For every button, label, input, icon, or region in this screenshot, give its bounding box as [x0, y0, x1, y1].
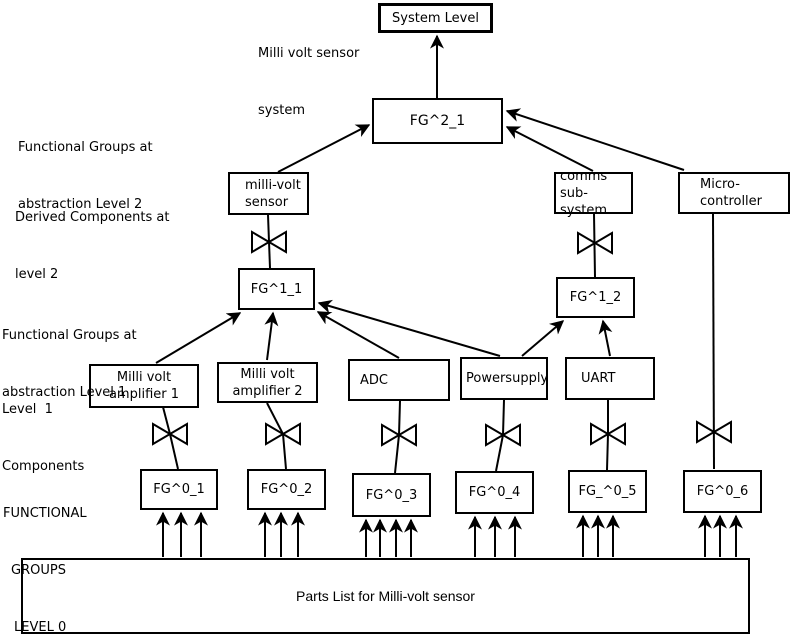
annotation-line: Components [2, 459, 85, 474]
node-fg0-1 [140, 469, 218, 510]
annotation-line: Functional Groups at [2, 328, 137, 343]
annotation-line: level 2 [15, 267, 59, 282]
node-label: comms [560, 168, 608, 184]
node-label: sub-system [560, 185, 607, 218]
node-label: Milli volt [240, 366, 295, 382]
node-label: FG^0_1 [153, 482, 205, 497]
node-label: amplifier 1 [108, 387, 180, 402]
node-powersupply [460, 357, 548, 400]
annotation-line: Functional Groups at [18, 140, 153, 155]
node-label: milli-volt [245, 177, 301, 193]
node-label: FG^0_4 [468, 485, 521, 500]
node-fg0-6 [683, 470, 762, 513]
node-label: Milli volt [116, 370, 172, 385]
annotation-line: Derived Components at [15, 210, 170, 225]
annotation-line: abstraction Level 2 [18, 197, 143, 212]
annotation-line: abstraction Level 1 [2, 385, 127, 400]
annotation-system-title [258, 6, 359, 158]
annotation-line: Level 1 [2, 402, 53, 417]
node-fg0-2 [247, 469, 326, 510]
arrow-uart-to-fg1_2 [603, 321, 610, 356]
node-label: sensor [245, 194, 289, 210]
bowtie-valve-icon [153, 424, 187, 444]
node-label: UART [581, 371, 616, 386]
node-fg0-4 [455, 471, 534, 514]
derivation-connectors [163, 214, 714, 473]
arrow-amp2-to-fg1_1 [267, 313, 273, 360]
node-label: FG^0_2 [260, 482, 313, 497]
node-label: FG^0_6 [696, 484, 749, 499]
node-label: FG^0_3 [365, 487, 418, 503]
node-micro-controller [678, 172, 790, 214]
node-fg0-5 [568, 470, 647, 513]
annotation-line: FUNCTIONAL [3, 506, 87, 521]
node-label: controller [700, 194, 763, 209]
node-label: Powersupply [466, 371, 549, 386]
arrow-adc-to-fg1_1 [318, 312, 399, 358]
node-system-level [378, 3, 493, 33]
arrow-psu-to-fg1_1 [319, 303, 500, 356]
node-milli-volt-amplifier-2 [217, 362, 318, 403]
node-label: ADC [360, 372, 388, 388]
node-label: amplifier 2 [232, 383, 303, 399]
node-fg1-1 [238, 268, 315, 310]
node-label: FG^1_2 [569, 290, 622, 305]
annotation-line: Milli volt sensor [258, 46, 360, 61]
node-label: FG_^0_5 [578, 484, 637, 499]
node-label: System Level [392, 10, 479, 26]
annotation-line: LEVEL 0 [14, 620, 67, 635]
annotation-line: system [258, 103, 305, 118]
node-fg2-1 [372, 98, 503, 144]
node-label: Parts List for Milli-volt sensor [296, 587, 475, 604]
node-label: Micro- [700, 177, 740, 192]
annotation-functional-groups-level-0 [3, 466, 87, 638]
connector-comms-to-fg1_2 [594, 214, 595, 277]
parts-to-fg0-arrows [163, 513, 736, 557]
node-adc [348, 359, 450, 401]
node-uart [565, 357, 655, 400]
node-milli-volt-sensor [228, 172, 309, 215]
node-label: FG^2_1 [409, 112, 466, 129]
node-fg1-2 [556, 277, 635, 318]
node-comms-sub-system [554, 168, 633, 218]
annotation-line: GROUPS [11, 563, 66, 578]
node-parts-list [21, 558, 750, 634]
node-fg0-3 [352, 473, 431, 517]
arrow-comms-to-fg2_1 [507, 127, 593, 171]
node-label: FG^1_1 [250, 281, 303, 297]
arrow-psu-to-fg1_2 [522, 321, 563, 356]
